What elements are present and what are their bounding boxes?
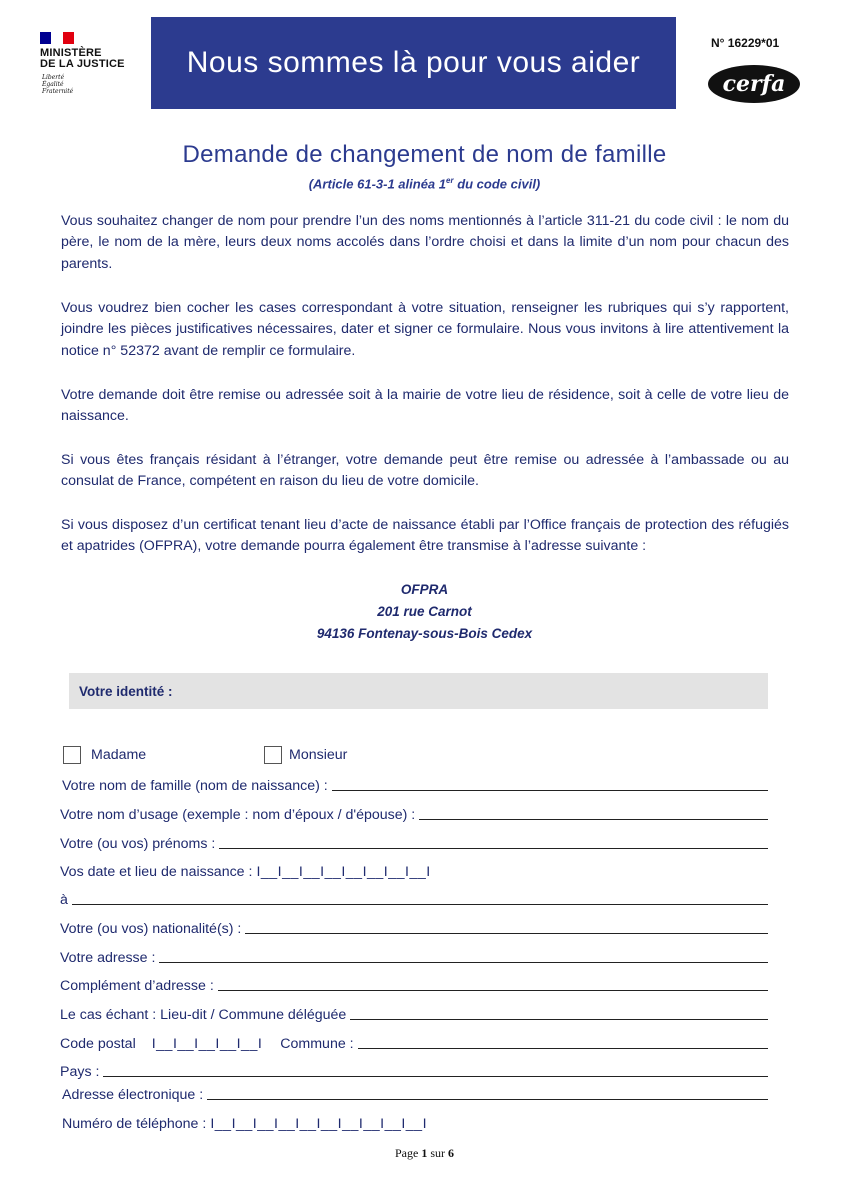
nationality-row (60, 915, 768, 937)
first-names-row (60, 830, 768, 852)
page-label: Page (395, 1146, 419, 1160)
of-label: sur (430, 1146, 445, 1160)
phone-boxes[interactable]: I__I__I__I__I__I__I__I__I__I__I (210, 1116, 428, 1132)
flag-blue-stripe (40, 32, 51, 44)
commune-label: Commune : (280, 1036, 354, 1052)
address-line: 201 rue Carnot (377, 604, 472, 619)
address-row (60, 944, 768, 966)
commune-field[interactable] (358, 1036, 768, 1049)
monsieur-label: Monsieur (289, 747, 348, 763)
cerfa-logo: cerfa (708, 65, 800, 103)
banner-title: Nous sommes là pour vous aider (151, 17, 676, 109)
page-total: 6 (448, 1146, 454, 1160)
madame-checkbox[interactable] (63, 746, 81, 764)
phone-label: Numéro de téléphone : (62, 1116, 207, 1132)
first-names-field[interactable] (219, 836, 768, 849)
country-field[interactable] (103, 1064, 768, 1077)
locality-field[interactable] (350, 1007, 768, 1020)
page-title: Demande de changement de nom de famille (182, 141, 667, 168)
email-label: Adresse électronique : (62, 1087, 204, 1103)
birth-name-field[interactable] (332, 778, 768, 791)
address-field[interactable] (159, 950, 768, 963)
intro-paragraph-3: Votre demande doit être remise ou adressée soit à la mairie de votre lieu de résidence, soit à celle de votre lieu de naissance. (61, 387, 789, 425)
country-label: Pays : (60, 1064, 100, 1080)
address-label: Votre adresse : (60, 950, 156, 966)
madame-label: Madame (91, 747, 147, 763)
page-number: 1 (421, 1146, 428, 1160)
intro-paragraph-2: Vous voudrez bien cocher les cases correspondant à votre situation, renseigner les rubriques qui s’y rapportent, joindre les pièces justificatives nécessaires, dater et signer ce formulaire. Nous vous invitons à lire attentivement la notice n° 52372 avant de remplir ce formulaire. (61, 300, 789, 359)
country-row (60, 1058, 768, 1080)
first-names-label: Votre (ou vos) prénoms : (60, 836, 216, 852)
page-footer (0, 1146, 849, 1161)
birth-date-row (60, 858, 768, 880)
email-row (62, 1081, 768, 1103)
birth-place-field[interactable] (72, 892, 768, 905)
ministry-name: MINISTÈRE DE LA JUSTICE (40, 47, 125, 70)
intro-paragraph-5: Si vous disposez d’un certificat tenant lieu d’acte de naissance établi par l’Office français de protection des réfugiés et apatrides (OFPRA), votre demande pourra également être transmise à l’adresse suivante : (61, 517, 789, 555)
section-identity-label: Votre identité : (79, 683, 173, 699)
postal-code-row (60, 1030, 768, 1052)
address-line: 94136 Fontenay-sous-Bois Cedex (316, 626, 533, 641)
locality-label: Le cas échant : Lieu-dit / Commune déléguée (60, 1007, 347, 1023)
flag-red-stripe (63, 32, 74, 44)
address-complement-field[interactable] (218, 978, 768, 991)
postal-code-label: Code postal (60, 1036, 136, 1052)
usage-name-row (60, 801, 768, 823)
birth-place-row (60, 886, 768, 908)
nationality-field[interactable] (245, 921, 768, 934)
cerfa-number: N° 16229*01 (711, 36, 780, 50)
usage-name-label: Votre nom d’usage (exemple : nom d’époux / d'épouse) : (60, 807, 416, 823)
section-identity-header (69, 673, 768, 709)
marianne-flag-icon (40, 32, 74, 44)
intro-paragraph-4: Si vous êtes français résidant à l’étranger, votre demande peut être remise ou adressée à l’ambassade ou au consulat de France, compétent en raison du lieu de votre domicile. (61, 452, 789, 490)
phone-row (62, 1110, 768, 1132)
flag-white-stripe (51, 32, 62, 44)
intro-paragraph-1: Vous souhaitez changer de nom pour prendre l’un des noms mentionnés à l’article 311-21 du code civil : le nom du père, le nom de la mère, leurs deux noms accolés dans l’ordre choisi et dans la limite d’un nom pour chacun des parents. (61, 213, 789, 272)
monsieur-checkbox[interactable] (264, 746, 282, 764)
locality-row (60, 1001, 768, 1023)
page-subtitle: (Article 61-3-1 alinéa 1er du code civil) (308, 176, 541, 192)
birth-date-boxes[interactable]: I__I__I__I__I__I__I__I__I (256, 864, 431, 880)
postal-code-boxes[interactable]: I__I__I__I__I__I (151, 1036, 263, 1052)
ministry-motto: Liberté Égalité Fraternité (42, 74, 74, 95)
usage-name-field[interactable] (419, 807, 768, 820)
birth-place-label: à (60, 892, 68, 908)
birth-name-row (62, 772, 768, 794)
birth-name-label: Votre nom de famille (nom de naissance) : (62, 778, 328, 794)
address-complement-row (60, 972, 768, 994)
email-field[interactable] (207, 1087, 768, 1100)
address-complement-label: Complément d’adresse : (60, 978, 214, 994)
nationality-label: Votre (ou vos) nationalité(s) : (60, 921, 242, 937)
birth-date-label: Vos date et lieu de naissance : (60, 864, 253, 880)
address-line: OFPRA (400, 582, 449, 597)
